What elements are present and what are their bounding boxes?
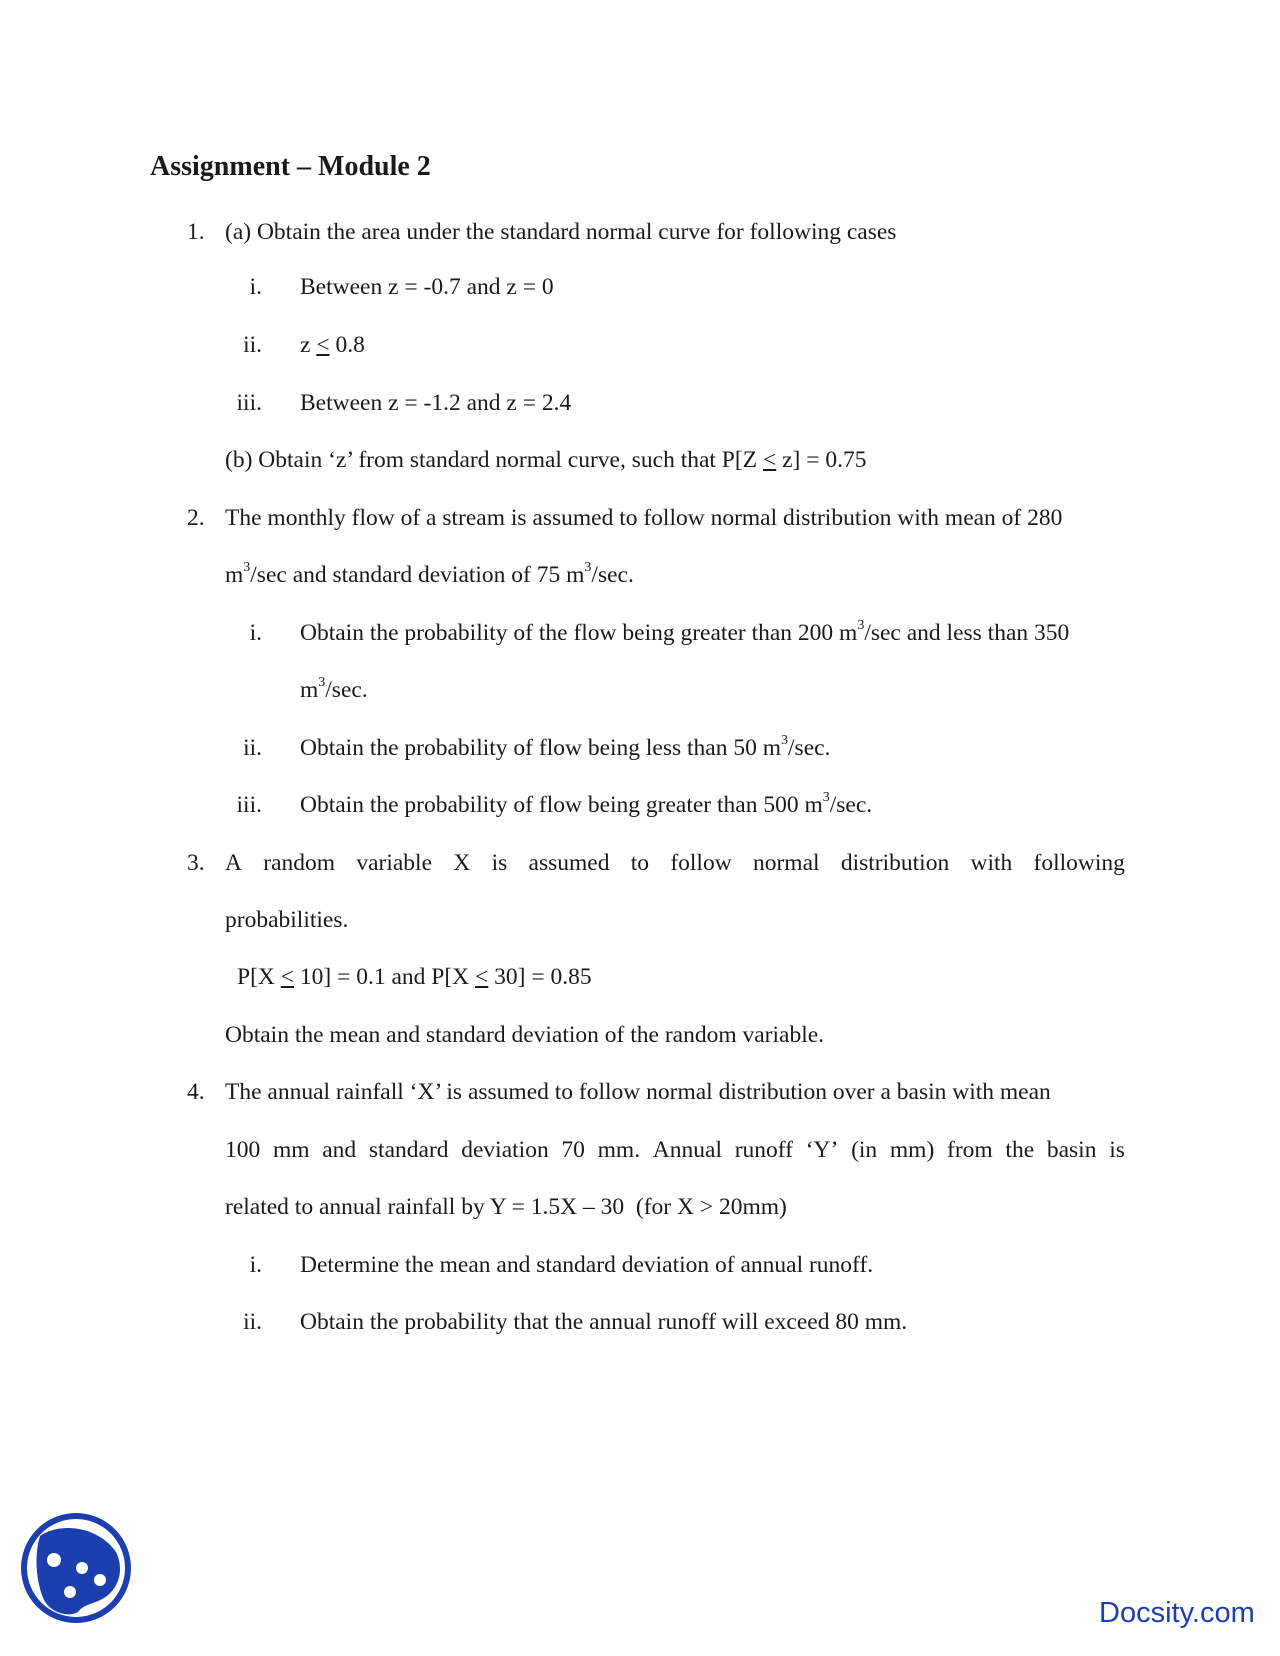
q4-item-ii-roman: ii. bbox=[243, 1309, 262, 1335]
q1-item-iii-text: Between z = -1.2 and z = 2.4 bbox=[300, 390, 572, 416]
question-2-number: 2. bbox=[187, 505, 205, 531]
q2-ii-text-a: Obtain the probability of flow being less than 50 m bbox=[300, 735, 782, 761]
q2-ii-text-b: /sec. bbox=[788, 735, 831, 761]
word: variable bbox=[356, 850, 433, 876]
q1b-pre: (b) Obtain ‘z’ from standard normal curve, such that P[Z bbox=[225, 447, 763, 473]
question-1b-text bbox=[225, 445, 866, 475]
question-3-line1 bbox=[225, 848, 1125, 878]
word: with bbox=[970, 850, 1013, 876]
q2-item-i-roman: i. bbox=[249, 620, 262, 646]
question-3-equation bbox=[237, 962, 592, 992]
word: mm bbox=[272, 1137, 310, 1163]
q4-item-ii-text: Obtain the probability that the annual runoff will exceed 80 mm. bbox=[300, 1309, 908, 1335]
docsity-logo-icon[interactable] bbox=[20, 1512, 132, 1624]
word: X bbox=[453, 850, 471, 876]
word: Annual bbox=[652, 1137, 722, 1163]
q2-item-ii-roman: ii. bbox=[243, 735, 262, 761]
q2-item-i-line2 bbox=[300, 675, 368, 705]
q2-item-ii-text bbox=[300, 733, 830, 763]
page-title: Assignment – Module 2 bbox=[150, 151, 431, 182]
superscript: 3 bbox=[857, 618, 865, 634]
word: distribution bbox=[840, 850, 950, 876]
leq-symbol: < bbox=[475, 964, 489, 990]
question-2-line1: The monthly flow of a stream is assumed to follow normal distribution with mean of 280 bbox=[225, 505, 1063, 531]
question-4-line1: The annual rainfall ‘X’ is assumed to follow normal distribution over a basin with mean bbox=[225, 1079, 1051, 1105]
word: mm. bbox=[597, 1137, 641, 1163]
q2-iii-text-a: Obtain the probability of flow being greater than 500 m bbox=[300, 792, 823, 818]
word: deviation bbox=[461, 1137, 549, 1163]
word: assumed bbox=[528, 850, 610, 876]
word: runoff bbox=[734, 1137, 794, 1163]
q4-item-i-text: Determine the mean and standard deviation of annual runoff. bbox=[300, 1252, 874, 1278]
word: to bbox=[630, 850, 650, 876]
q1-item-ii-roman: ii. bbox=[243, 332, 262, 358]
leq-symbol: < bbox=[762, 447, 777, 473]
word: 100 bbox=[225, 1137, 261, 1163]
word: from bbox=[947, 1137, 993, 1163]
question-3-number: 3. bbox=[187, 850, 205, 876]
question-1a-text: (a) Obtain the area under the standard normal curve for following cases bbox=[225, 219, 897, 245]
q2-i-unit-m: m bbox=[300, 677, 319, 703]
question-2-line2 bbox=[225, 560, 634, 590]
word: normal bbox=[752, 850, 820, 876]
word: (in bbox=[851, 1137, 878, 1163]
q2-i-text-a: Obtain the probability of the flow being greater than 200 m bbox=[300, 620, 858, 646]
question-4-number: 4. bbox=[187, 1079, 205, 1105]
q2-i-unit-sec: /sec. bbox=[325, 677, 368, 703]
q2-line2-end: /sec. bbox=[591, 562, 634, 588]
word: standard bbox=[368, 1137, 449, 1163]
superscript: 3 bbox=[781, 733, 789, 749]
superscript: 3 bbox=[243, 560, 251, 576]
word: ‘Y’ bbox=[805, 1137, 839, 1163]
word: is bbox=[491, 850, 508, 876]
word: the bbox=[1005, 1137, 1035, 1163]
q2-item-iii-roman: iii. bbox=[236, 792, 262, 818]
q3-eq-c: 30] = 0.85 bbox=[488, 964, 592, 990]
q2-item-iii-text bbox=[300, 790, 872, 820]
question-3-line2: probabilities. bbox=[225, 907, 349, 933]
brand-link[interactable]: Docsity.com bbox=[1099, 1597, 1255, 1629]
superscript: 3 bbox=[318, 675, 326, 691]
word: 70 bbox=[561, 1137, 585, 1163]
word: basin bbox=[1046, 1137, 1097, 1163]
word: follow bbox=[670, 850, 732, 876]
question-4-line2 bbox=[225, 1135, 1125, 1165]
q3-eq-a: P[X bbox=[237, 964, 281, 990]
q3-eq-b: 10] = 0.1 and P[X bbox=[294, 964, 476, 990]
superscript: 3 bbox=[822, 790, 830, 806]
q2-unit-m: m bbox=[225, 562, 244, 588]
q2-item-i-line1 bbox=[300, 618, 1069, 648]
q2-i-text-b: /sec and less than 350 bbox=[864, 620, 1070, 646]
word: A bbox=[225, 850, 242, 876]
superscript: 3 bbox=[584, 560, 592, 576]
word: mm) bbox=[889, 1137, 935, 1163]
word: is bbox=[1109, 1137, 1125, 1163]
q1-item-ii-text bbox=[300, 330, 365, 360]
q1-item-i-text: Between z = -0.7 and z = 0 bbox=[300, 274, 554, 300]
word: and bbox=[322, 1137, 357, 1163]
q1-item-ii-post: 0.8 bbox=[329, 332, 365, 358]
q1-item-i-roman: i. bbox=[249, 274, 262, 300]
word: following bbox=[1033, 850, 1125, 876]
question-4-line3: related to annual rainfall by Y = 1.5X – 30 (for X > 20mm) bbox=[225, 1194, 787, 1220]
q2-iii-text-b: /sec. bbox=[829, 792, 873, 818]
q2-line2-mid: /sec and standard deviation of 75 m bbox=[250, 562, 585, 588]
leq-symbol: < bbox=[280, 964, 295, 990]
question-1-number: 1. bbox=[187, 219, 205, 245]
q1-item-iii-roman: iii. bbox=[236, 390, 262, 416]
q1-item-ii-pre: z bbox=[300, 332, 317, 358]
q4-item-i-roman: i. bbox=[249, 1252, 262, 1278]
question-3-line4: Obtain the mean and standard deviation of the random variable. bbox=[225, 1022, 825, 1048]
leq-symbol: < bbox=[316, 332, 330, 358]
q1b-post: z] = 0.75 bbox=[776, 447, 867, 473]
word: random bbox=[263, 850, 336, 876]
